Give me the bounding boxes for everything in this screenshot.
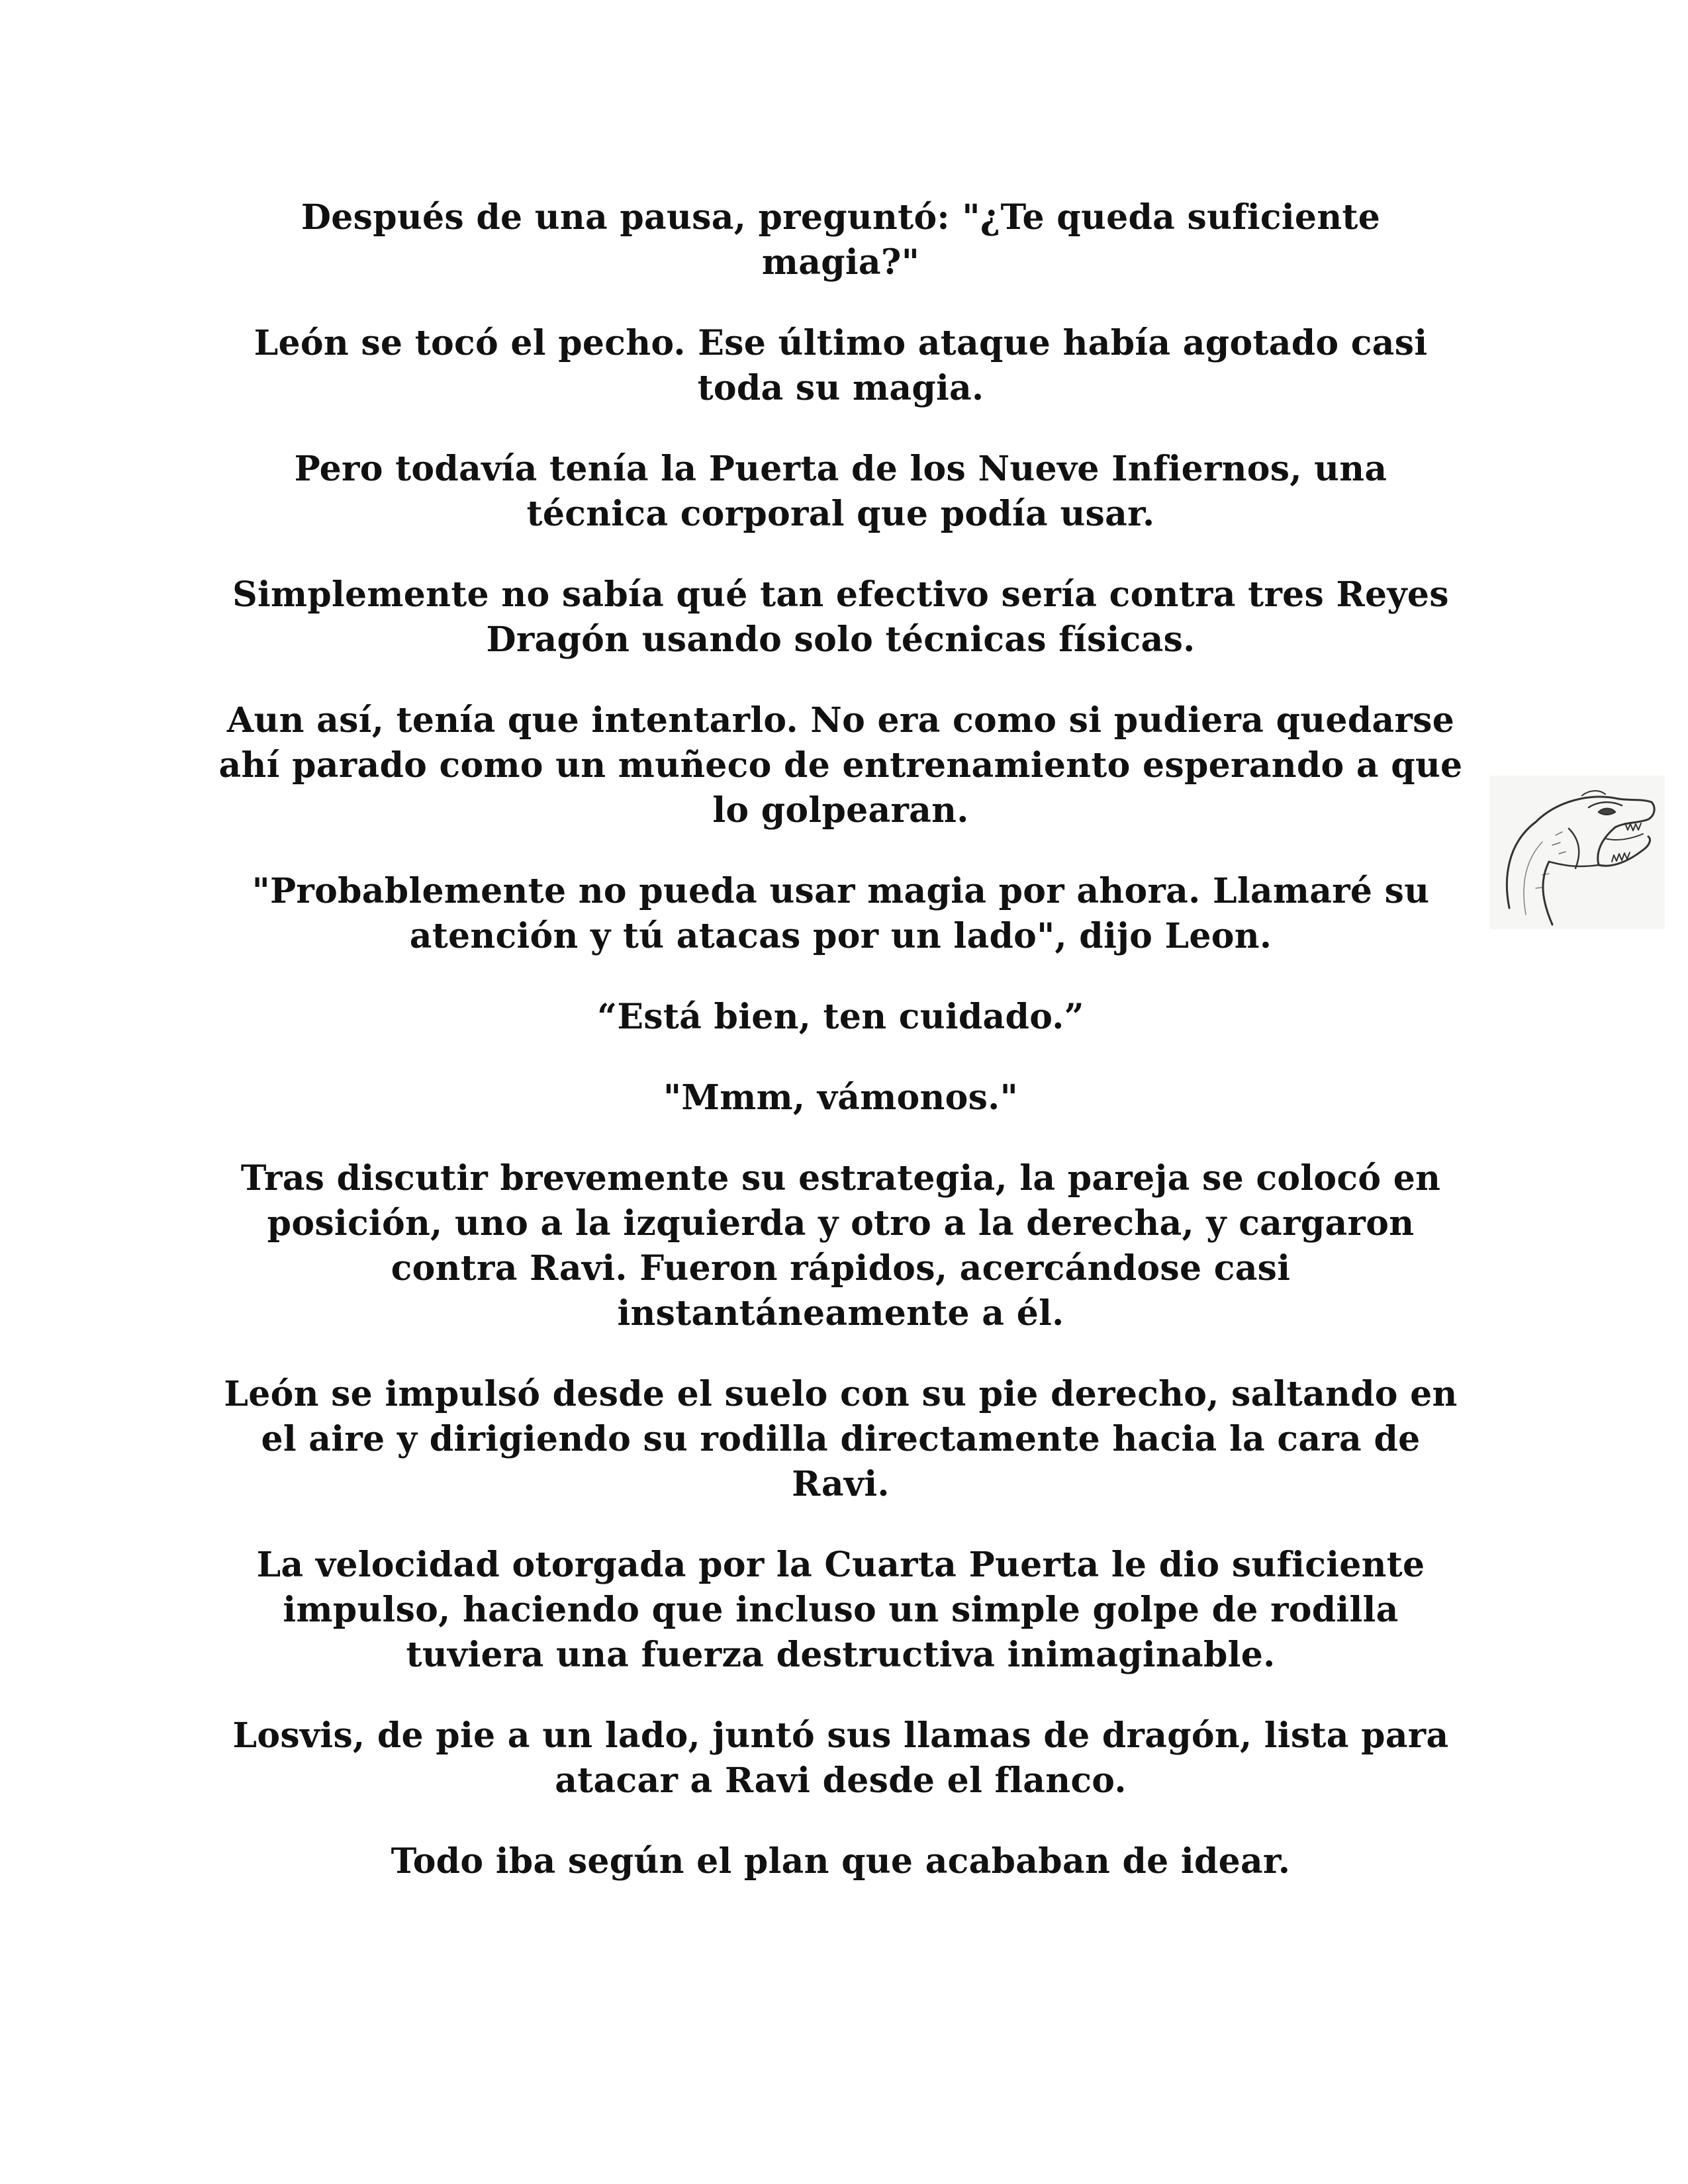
paragraph-7: “Está bien, ten cuidado.” [597, 997, 1084, 1037]
story-text [218, 195, 1463, 1920]
paragraph-6: "Probablemente no pueda usar magia por ahora. Llamaré su atención y tú atacas por un lado", dijo Leon. [252, 871, 1430, 956]
paragraph-5: Aun así, tenía que intentarlo. No era como si pudiera quedarse ahí parado como un muñeco de entrenamiento esperando a que lo golpearan. [218, 700, 1463, 831]
paragraph-10: León se impulsó desde el suelo con su pie derecho, saltando en el aire y dirigiendo su rodilla directamente hacia la cara de Ravi. [224, 1374, 1458, 1504]
paragraph-2: León se tocó el pecho. Ese último ataque había agotado casi toda su magia. [254, 323, 1428, 408]
paragraph-8: "Mmm, vámonos." [663, 1077, 1018, 1118]
paragraph-3: Pero todavía tenía la Puerta de los Nueve Infiernos, una técnica corporal que podía usar. [294, 449, 1387, 534]
paragraph-4: Simplemente no sabía qué tan efectivo sería contra tres Reyes Dragón usando solo técnicas físicas. [232, 574, 1449, 660]
paragraph-9: Tras discutir brevemente su estrategia, la pareja se colocó en posición, uno a la izquierda y otro a la derecha, y cargaron contra Ravi. Fueron rápidos, acercándose casi instantáneamente a él. [240, 1158, 1441, 1334]
dragon-head-sketch-icon [1489, 776, 1665, 929]
paragraph-13: Todo iba según el plan que acababan de idear. [391, 1841, 1291, 1882]
paragraph-12: Losvis, de pie a un lado, juntó sus llamas de dragón, lista para atacar a Ravi desde el flanco. [232, 1715, 1449, 1801]
paragraph-1: Después de una pausa, preguntó: "¿Te queda suficiente magia?" [301, 197, 1381, 283]
paragraph-11: La velocidad otorgada por la Cuarta Puerta le dio suficiente impulso, haciendo que incluso un simple golpe de rodilla tuviera una fuerza destructiva inimaginable. [256, 1545, 1425, 1675]
